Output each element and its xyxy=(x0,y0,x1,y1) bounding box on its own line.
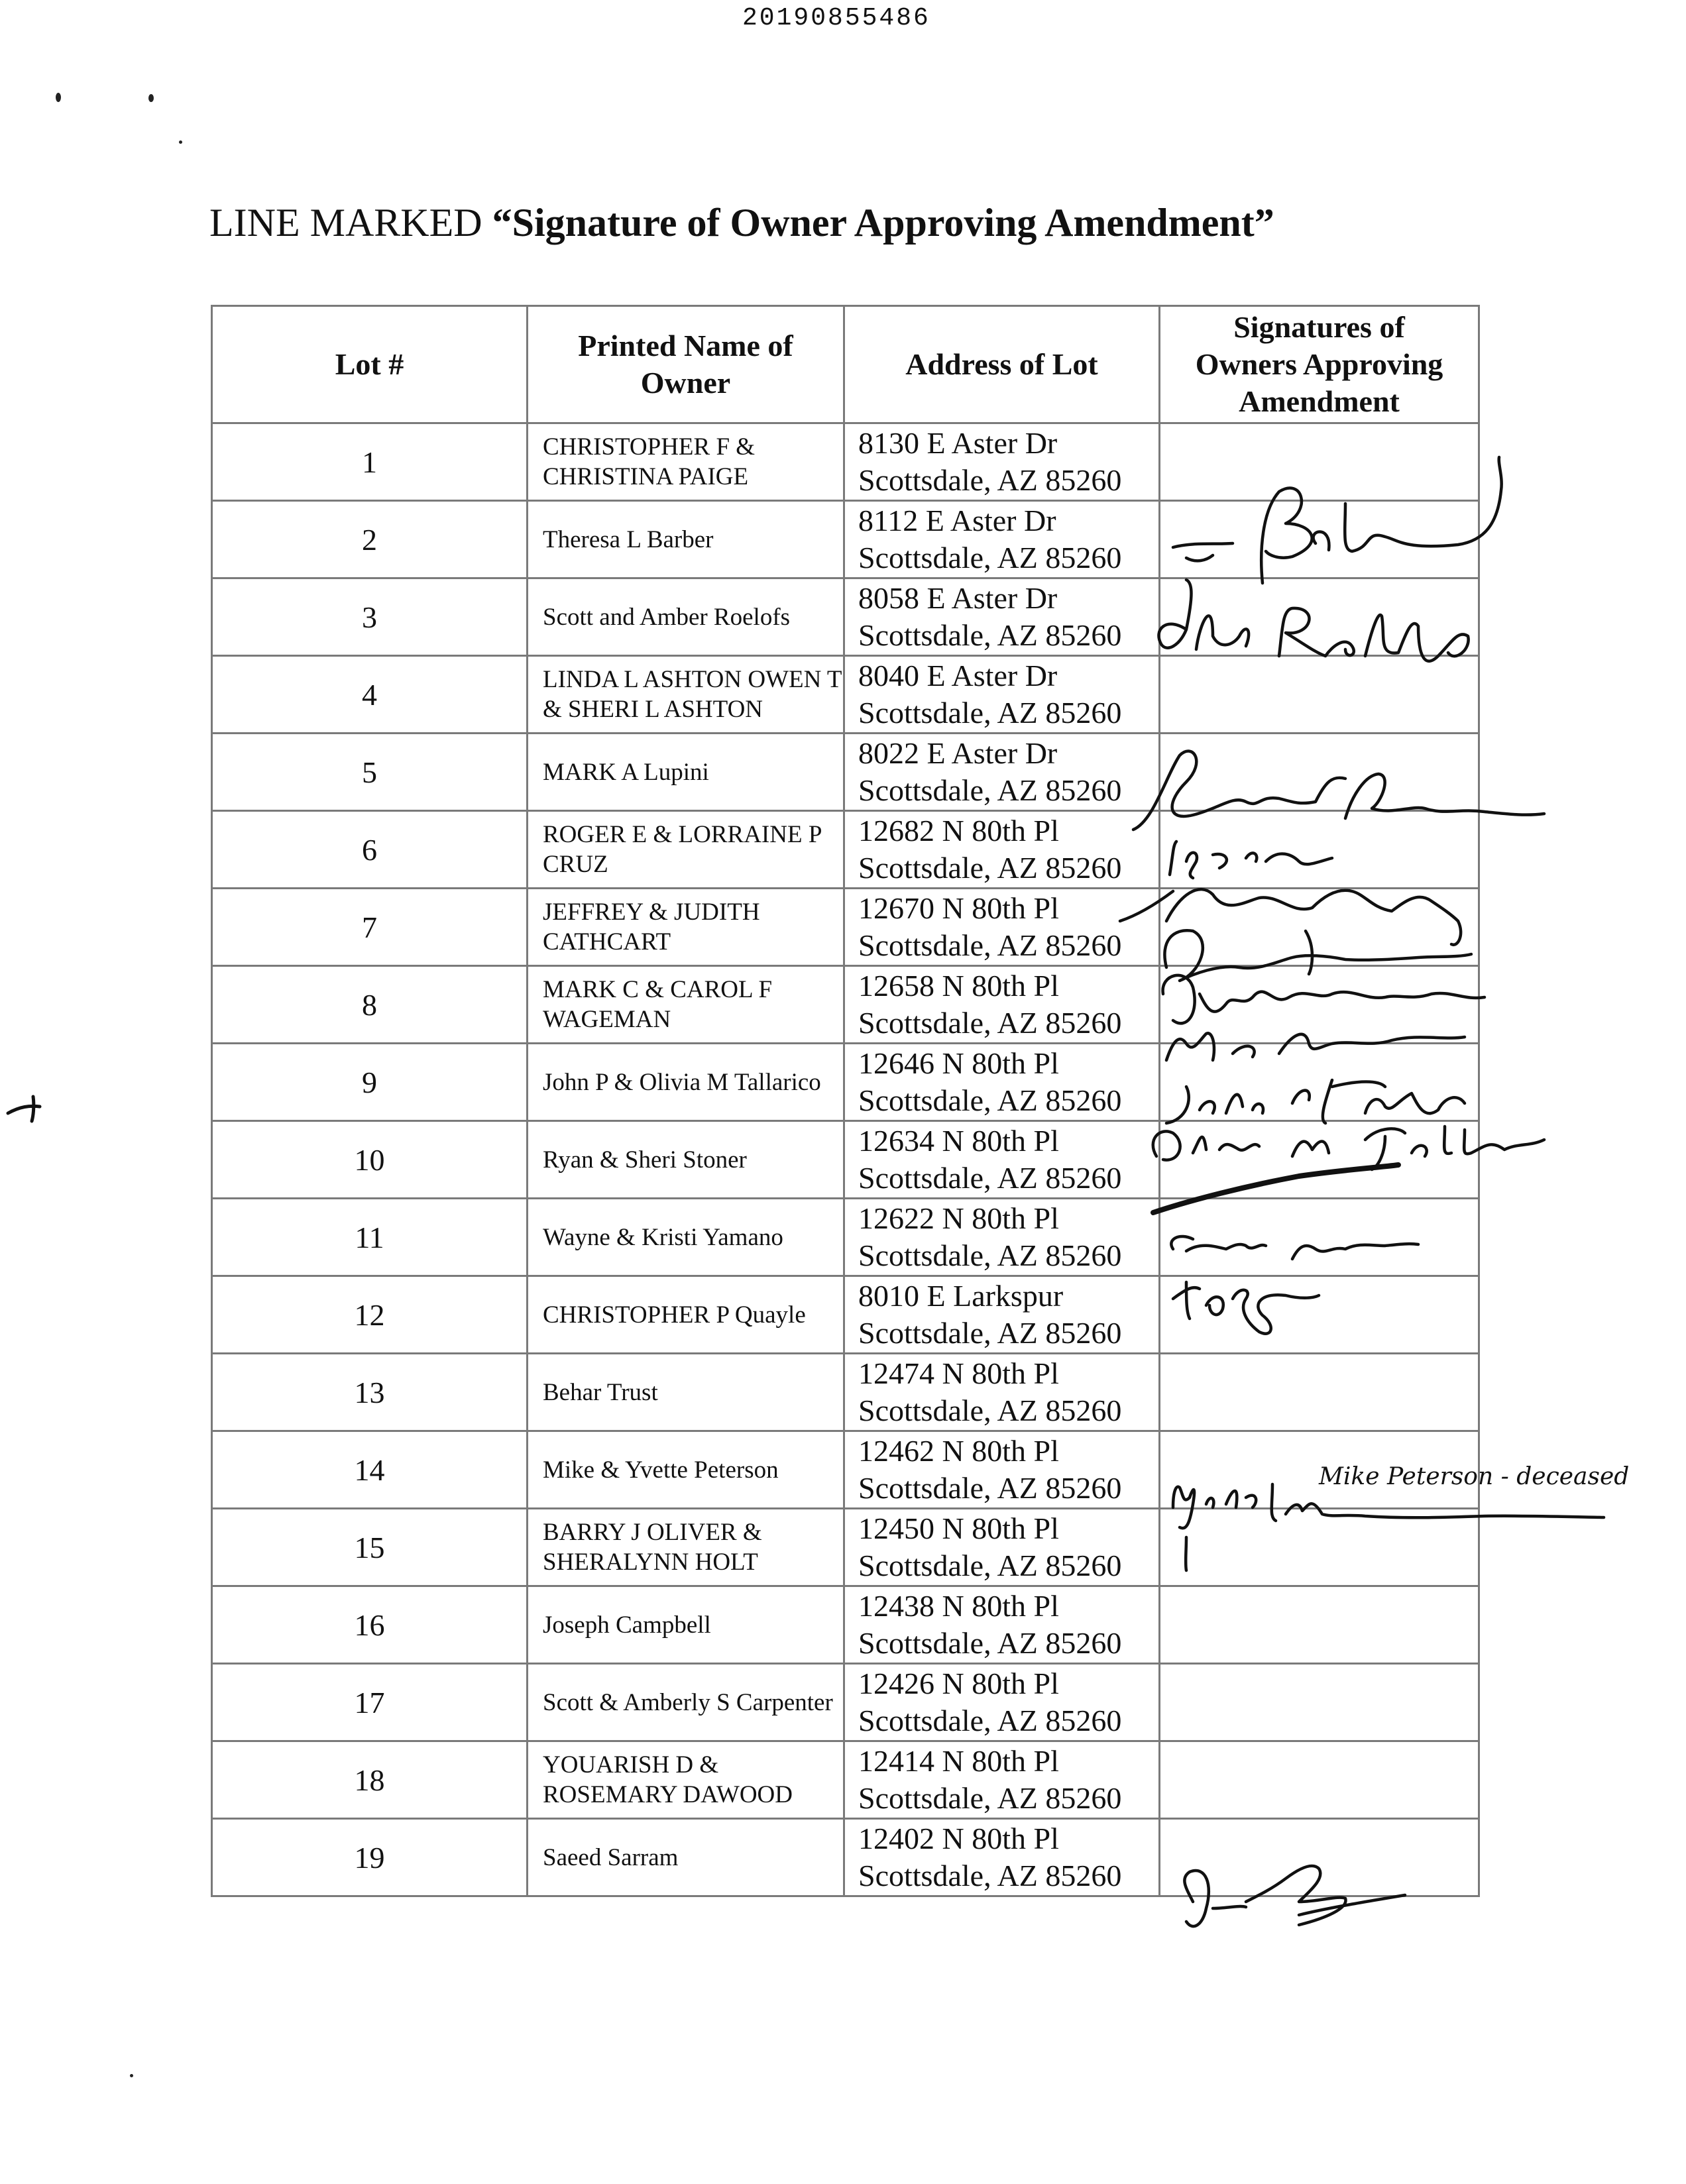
address-city: Scottsdale, AZ 85260 xyxy=(858,463,1122,497)
address-street: 12402 N 80th Pl xyxy=(858,1822,1059,1855)
lot-number: 9 xyxy=(212,1044,528,1121)
signature-cell xyxy=(1160,734,1479,811)
lot-address xyxy=(844,811,1160,889)
lot-number: 2 xyxy=(212,501,528,578)
lot-address xyxy=(844,656,1160,734)
owner-name: Ryan & Sheri Stoner xyxy=(528,1121,844,1199)
address-city: Scottsdale, AZ 85260 xyxy=(858,1393,1122,1427)
owner-name: MARK A Lupini xyxy=(528,734,844,811)
header-owner: Printed Name of Owner xyxy=(528,306,844,423)
lot-address xyxy=(844,1044,1160,1121)
address-street: 12682 N 80th Pl xyxy=(858,814,1059,847)
table-row xyxy=(212,1819,1479,1896)
table-row xyxy=(212,734,1479,811)
address-city: Scottsdale, AZ 85260 xyxy=(858,1471,1122,1505)
signature-cell xyxy=(1160,811,1479,889)
lot-number: 8 xyxy=(212,966,528,1044)
owner-signature-table xyxy=(211,305,1480,1897)
lot-address xyxy=(844,1819,1160,1896)
lot-number: 18 xyxy=(212,1741,528,1819)
lot-number: 15 xyxy=(212,1509,528,1586)
table-row xyxy=(212,423,1479,501)
address-street: 12634 N 80th Pl xyxy=(858,1124,1059,1158)
signature-cell xyxy=(1160,966,1479,1044)
address-street: 12670 N 80th Pl xyxy=(858,891,1059,925)
table-row xyxy=(212,1586,1479,1664)
table-row xyxy=(212,1431,1479,1509)
owner-name: JEFFREY & JUDITH CATHCART xyxy=(528,889,844,966)
scan-speck xyxy=(130,2074,133,2077)
address-street: 8112 E Aster Dr xyxy=(858,504,1056,537)
table-row xyxy=(212,1741,1479,1819)
lot-number: 13 xyxy=(212,1354,528,1431)
table-row xyxy=(212,1121,1479,1199)
header-signature: Signatures of Owners Approving Amendment xyxy=(1160,306,1479,423)
signature-cell xyxy=(1160,1819,1479,1896)
lot-number: 12 xyxy=(212,1276,528,1354)
table-row xyxy=(212,1276,1479,1354)
owner-name: CHRISTOPHER P Quayle xyxy=(528,1276,844,1354)
signature-cell xyxy=(1160,423,1479,501)
lot-number: 1 xyxy=(212,423,528,501)
address-city: Scottsdale, AZ 85260 xyxy=(858,696,1122,730)
lot-address xyxy=(844,1431,1160,1509)
scan-speck xyxy=(56,93,61,102)
owner-name: ROGER E & LORRAINE P CRUZ xyxy=(528,811,844,889)
owner-name: BARRY J OLIVER & SHERALYNN HOLT xyxy=(528,1509,844,1586)
address-city: Scottsdale, AZ 85260 xyxy=(858,851,1122,885)
signature-cell xyxy=(1160,1509,1479,1586)
title-emphasis: “Signature of Owner Approving Amendment” xyxy=(492,201,1274,245)
address-street: 8058 E Aster Dr xyxy=(858,581,1058,615)
title-prefix: LINE MARKED xyxy=(209,201,492,245)
owner-name: Wayne & Kristi Yamano xyxy=(528,1199,844,1276)
address-city: Scottsdale, AZ 85260 xyxy=(858,541,1122,574)
address-street: 8040 E Aster Dr xyxy=(858,659,1058,692)
address-street: 12462 N 80th Pl xyxy=(858,1434,1059,1468)
owner-name: MARK C & CAROL F WAGEMAN xyxy=(528,966,844,1044)
address-street: 12646 N 80th Pl xyxy=(858,1046,1059,1080)
lot-number: 5 xyxy=(212,734,528,811)
owner-name: LINDA L ASHTON OWEN T & SHERI L ASHTON xyxy=(528,656,844,734)
owner-name: Scott and Amber Roelofs xyxy=(528,578,844,656)
header-lot: Lot # xyxy=(212,306,528,423)
owner-name: Mike & Yvette Peterson xyxy=(528,1431,844,1509)
address-city: Scottsdale, AZ 85260 xyxy=(858,1859,1122,1892)
table-row xyxy=(212,1664,1479,1741)
owner-name: John P & Olivia M Tallarico xyxy=(528,1044,844,1121)
address-street: 12450 N 80th Pl xyxy=(858,1511,1059,1545)
signature-cell xyxy=(1160,1121,1479,1199)
lot-number: 4 xyxy=(212,656,528,734)
owner-name: Joseph Campbell xyxy=(528,1586,844,1664)
table-row xyxy=(212,578,1479,656)
signature-cell xyxy=(1160,1276,1479,1354)
lot-address xyxy=(844,578,1160,656)
address-street: 12474 N 80th Pl xyxy=(858,1356,1059,1390)
lot-address xyxy=(844,734,1160,811)
address-city: Scottsdale, AZ 85260 xyxy=(858,1626,1122,1660)
address-city: Scottsdale, AZ 85260 xyxy=(858,1238,1122,1272)
signature-cell xyxy=(1160,1586,1479,1664)
address-street: 12658 N 80th Pl xyxy=(858,969,1059,1003)
signature-cell xyxy=(1160,1664,1479,1741)
lot-number: 11 xyxy=(212,1199,528,1276)
signature-cell xyxy=(1160,1741,1479,1819)
page-title xyxy=(209,200,1274,246)
owner-name: Saeed Sarram xyxy=(528,1819,844,1896)
lot-address xyxy=(844,1586,1160,1664)
address-street: 12414 N 80th Pl xyxy=(858,1744,1059,1778)
address-street: 12426 N 80th Pl xyxy=(858,1666,1059,1700)
scan-speck xyxy=(179,140,182,144)
address-city: Scottsdale, AZ 85260 xyxy=(858,1704,1122,1737)
address-street: 12622 N 80th Pl xyxy=(858,1201,1059,1235)
lot-address xyxy=(844,423,1160,501)
margin-mark xyxy=(0,1087,53,1126)
table-row xyxy=(212,1199,1479,1276)
lot-address xyxy=(844,966,1160,1044)
address-street: 8130 E Aster Dr xyxy=(858,426,1058,460)
document-number: 20190855486 xyxy=(742,4,930,32)
lot-number: 7 xyxy=(212,889,528,966)
lot-address xyxy=(844,889,1160,966)
lot-address xyxy=(844,1354,1160,1431)
owner-name: YOUARISH D & ROSEMARY DAWOOD xyxy=(528,1741,844,1819)
signature-cell xyxy=(1160,889,1479,966)
lot-address xyxy=(844,1121,1160,1199)
owner-name: Behar Trust xyxy=(528,1354,844,1431)
address-street: 8010 E Larkspur xyxy=(858,1279,1064,1313)
owner-name: Scott & Amberly S Carpenter xyxy=(528,1664,844,1741)
lot-number: 17 xyxy=(212,1664,528,1741)
address-city: Scottsdale, AZ 85260 xyxy=(858,1549,1122,1582)
table-row xyxy=(212,811,1479,889)
header-address: Address of Lot xyxy=(844,306,1160,423)
signature-cell xyxy=(1160,1431,1479,1509)
address-city: Scottsdale, AZ 85260 xyxy=(858,1316,1122,1350)
address-city: Scottsdale, AZ 85260 xyxy=(858,1006,1122,1040)
lot-address xyxy=(844,1664,1160,1741)
lot-address xyxy=(844,1741,1160,1819)
table-row xyxy=(212,656,1479,734)
signature-cell xyxy=(1160,1199,1479,1276)
signature-cell xyxy=(1160,656,1479,734)
owner-name: Theresa L Barber xyxy=(528,501,844,578)
signature-cell xyxy=(1160,1354,1479,1431)
address-city: Scottsdale, AZ 85260 xyxy=(858,618,1122,652)
signature-cell xyxy=(1160,578,1479,656)
table-row xyxy=(212,501,1479,578)
table-row xyxy=(212,1044,1479,1121)
handwritten-note: Mike Peterson - deceased xyxy=(1319,1463,1630,1490)
lot-address xyxy=(844,1509,1160,1586)
scan-speck xyxy=(148,94,154,102)
signature-cell xyxy=(1160,501,1479,578)
lot-number: 16 xyxy=(212,1586,528,1664)
signature-cell xyxy=(1160,1044,1479,1121)
address-street: 12438 N 80th Pl xyxy=(858,1589,1059,1623)
table-row xyxy=(212,1509,1479,1586)
table-row xyxy=(212,1354,1479,1431)
lot-address xyxy=(844,1199,1160,1276)
lot-number: 3 xyxy=(212,578,528,656)
address-city: Scottsdale, AZ 85260 xyxy=(858,1781,1122,1815)
lot-number: 14 xyxy=(212,1431,528,1509)
table-row xyxy=(212,966,1479,1044)
lot-number: 19 xyxy=(212,1819,528,1896)
lot-address xyxy=(844,1276,1160,1354)
address-city: Scottsdale, AZ 85260 xyxy=(858,1083,1122,1117)
lot-number: 6 xyxy=(212,811,528,889)
lot-number: 10 xyxy=(212,1121,528,1199)
address-city: Scottsdale, AZ 85260 xyxy=(858,1161,1122,1195)
lot-address xyxy=(844,501,1160,578)
table-header-row xyxy=(212,306,1479,423)
address-street: 8022 E Aster Dr xyxy=(858,736,1058,770)
owner-name: CHRISTOPHER F & CHRISTINA PAIGE xyxy=(528,423,844,501)
address-city: Scottsdale, AZ 85260 xyxy=(858,773,1122,807)
table-row xyxy=(212,889,1479,966)
address-city: Scottsdale, AZ 85260 xyxy=(858,928,1122,962)
